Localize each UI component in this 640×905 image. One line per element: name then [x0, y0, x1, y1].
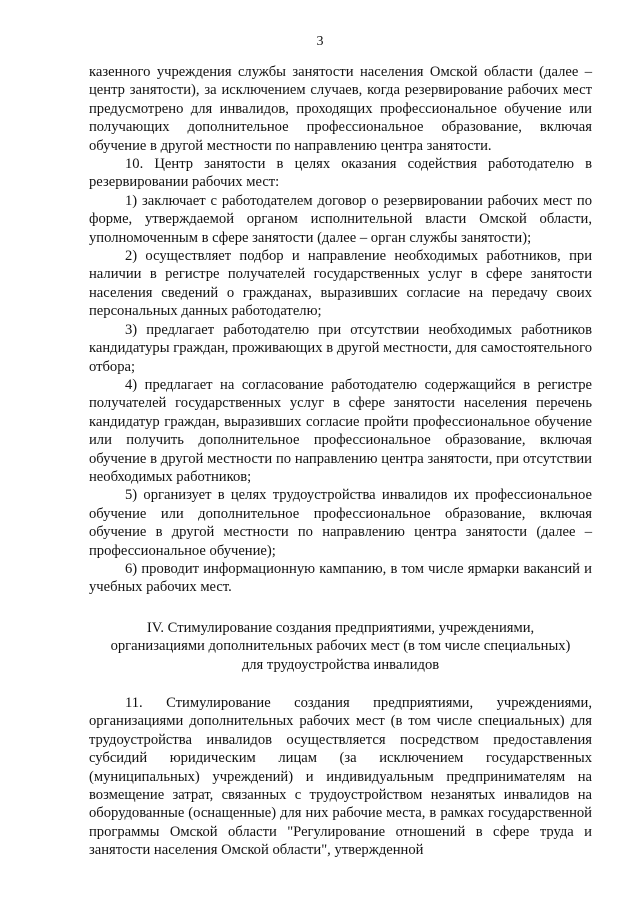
section-heading-line-1: IV. Стимулирование создания предприятиями, учреждениями,	[146, 619, 535, 636]
paragraph-10-item-6: 6) проводит информационную кампанию, в том числе ярмарки вакансий и учебных рабочих мест.	[89, 560, 592, 596]
section-heading-line-3: для трудоустройства инвалидов	[241, 656, 440, 673]
paragraph-10-item-5: 5) организует в целях трудоустройства инвалидов их профессиональное обучение или дополнительное профессиональное образование, включая обучение в другой местности по направлению центра занятости (далее – профессиональное обучение);	[89, 487, 592, 559]
paragraph-continuation: казенного учреждения службы занятости населения Омской области (далее – центр занятости), за исключением случаев, когда резервирование рабочих мест предусмотрено для инвалидов, проходящих профессиональное обучение или получающих дополнительное профессиональное образование, включая обучение в другой местности по направлению центра занятости.	[89, 64, 592, 154]
page-number: 3	[316, 34, 324, 49]
section-heading	[89, 619, 592, 674]
section-heading-line-2: организациями дополнительных рабочих мест (в том числе специальных)	[110, 638, 571, 655]
spacer	[89, 674, 592, 694]
document-body	[89, 63, 592, 860]
paragraph-10-item-4: 4) предлагает на согласование работодателю содержащийся в регистре получателей государственных услуг в сфере занятости населения перечень кандидатур граждан, выразивших согласие пройти профессиональное обучение или получить дополнительное профессиональное образование, включая обучение в другой местности по направлению центра занятости, при отсутствии необходимых работников;	[89, 376, 592, 485]
paragraph-11: 11. Стимулирование создания предприятиями, учреждениями, организациями дополнительных рабочих мест (в том числе специальных) для трудоустройства инвалидов осуществляется посредством предоставления субсидий юридическим лицам (за исключением государственных (муниципальных) учреждений) и индивидуальным предпринимателям на возмещение затрат, связанных с трудоустройством незанятых инвалидов на оборудованные (оснащенные) для них рабочие места, в рамках государственной программы Омской области "Регулирование отношений в сфере труда и занятости населения Омской области", утвержденной	[89, 695, 592, 859]
spacer	[89, 597, 592, 619]
paragraph-10: 10. Центр занятости в целях оказания содействия работодателю в резервировании рабочих мест:	[89, 156, 592, 191]
paragraph-10-item-3: 3) предлагает работодателю при отсутствии необходимых работников кандидатуры граждан, проживающих в другой местности, для самостоятельного отбора;	[89, 321, 592, 375]
paragraph-10-item-2: 2) осуществляет подбор и направление необходимых работников, при наличии в регистре получателей государственных услуг в сфере занятости населения сведений о гражданах, выразивших согласие на передачу своих персональных данных работодателю;	[89, 248, 592, 320]
paragraph-10-item-1: 1) заключает с работодателем договор о резервировании рабочих мест по форме, утверждаемой органом исполнительной власти Омской области, уполномоченным в сфере занятости (далее – орган службы занятости);	[89, 192, 592, 246]
